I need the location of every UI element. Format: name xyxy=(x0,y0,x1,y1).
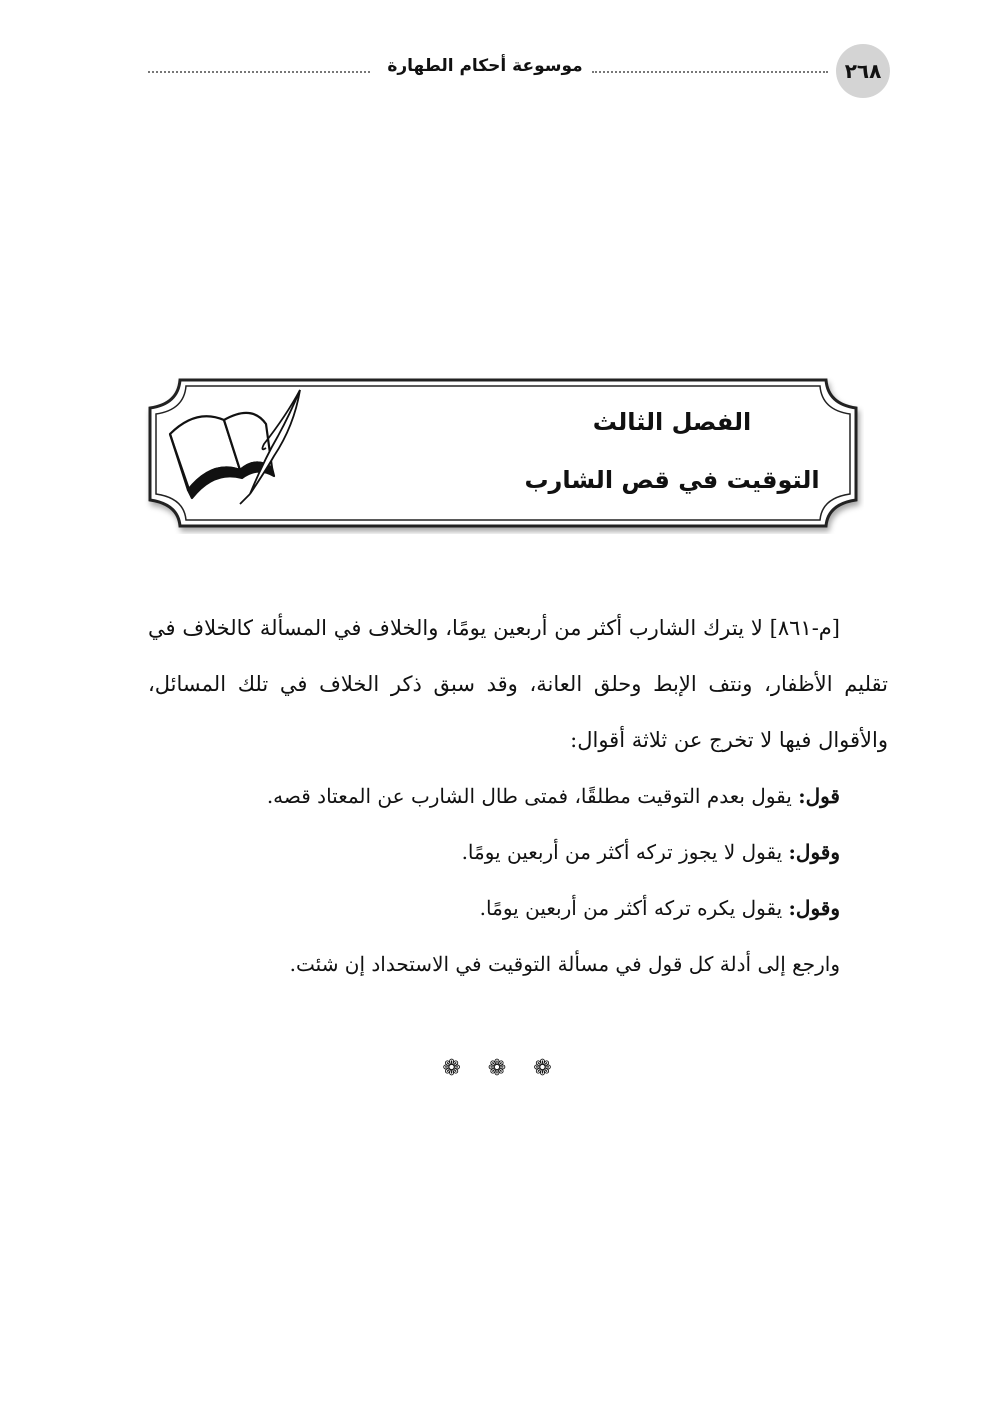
page-header xyxy=(148,44,890,98)
opinion-2-text: يقول لا يجوز تركه أكثر من أربعين يومًا. xyxy=(461,840,789,864)
opinion-3-lead: وقول: xyxy=(788,896,840,920)
book-title: موسوعة أحكام الطهارة xyxy=(387,56,583,76)
header-dotted-rule-right xyxy=(592,71,828,73)
opinion-1-lead: قول: xyxy=(798,784,840,808)
closing-line: وارجع إلى أدلة كل قول في مسألة التوقيت في الاستحداد إن شئت. xyxy=(289,952,840,976)
intro-paragraph: [م-٨٦١] لا يترك الشارب أكثر من أربعين يومًا، والخلاف في المسألة كالخلاف في تقليم الأظفار، ونتف الإبط وحلق العانة، وقد سبق ذكر الخلاف في تلك المسائل، والأقوال فيها لا تخرج عن ثلاثة أقوال: xyxy=(148,616,888,752)
open-book-and-quill-icon xyxy=(166,386,306,506)
section-end-ornament: ❁ ❁ ❁ xyxy=(442,1056,562,1081)
chapter-subtitle: التوقيت في قص الشارب xyxy=(524,466,820,494)
opinion-2 xyxy=(148,824,888,880)
page-number: ٢٦٨ xyxy=(836,44,890,98)
opinion-1-text: يقول بعدم التوقيت مطلقًا، فمتى طال الشارب عن المعتاد قصه. xyxy=(266,784,799,808)
chapter-title: الفصل الثالث xyxy=(592,408,752,436)
opinion-3 xyxy=(148,880,888,936)
chapter-heading-frame xyxy=(142,374,864,534)
opinion-2-lead: وقول: xyxy=(788,840,840,864)
opinion-3-text: يقول يكره تركه أكثر من أربعين يومًا. xyxy=(479,896,789,920)
main-text xyxy=(148,600,888,992)
header-dotted-rule-left xyxy=(148,71,370,73)
opinion-1 xyxy=(148,768,888,824)
